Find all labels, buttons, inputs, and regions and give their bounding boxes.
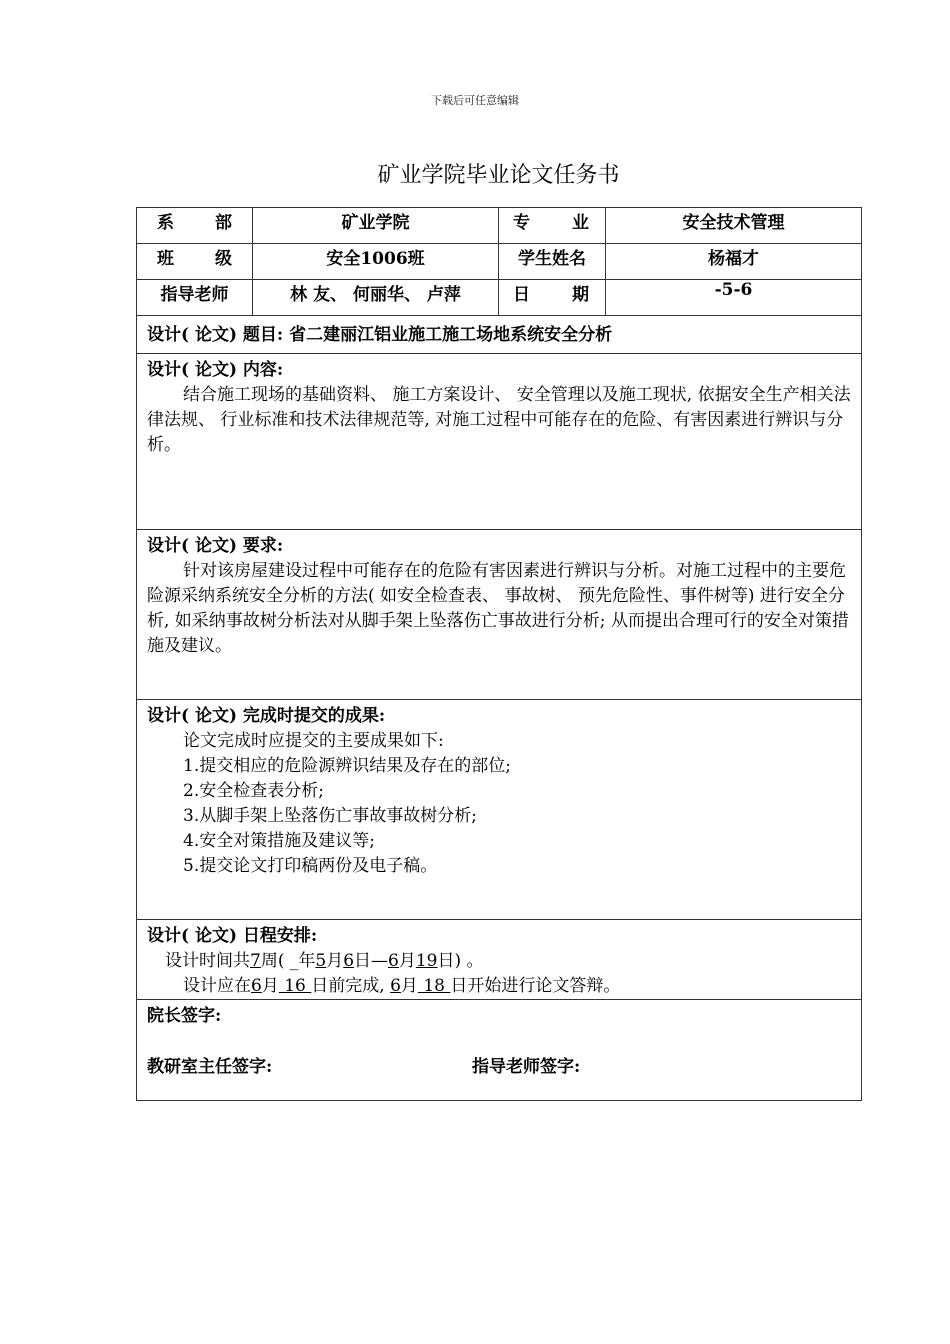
student-value: 杨福才 [606, 244, 862, 280]
deliverables-heading: 设计( 论文) 完成时提交的成果: [147, 706, 386, 726]
class-label: 班 级 [137, 244, 253, 280]
row-class [137, 244, 862, 280]
dept-label: 系 部 [137, 208, 253, 244]
schedule-line-2: 设计应在6月 16 日前完成, 6月 18 日开始进行论文答辩。 [183, 976, 621, 996]
row-deliverables [137, 700, 862, 920]
page-title: 矿业学院毕业论文任务书 [377, 163, 620, 188]
topic-text: 设计( 论文) 题目: 省二建丽江铝业施工施工场地系统安全分析 [137, 316, 862, 354]
schedule-section [137, 920, 862, 1000]
schedule-line-1: 设计时间共7周( _年5月6日—6月19日) 。 [165, 951, 484, 971]
deliverables-section [137, 700, 862, 920]
deliverable-item: 3.从脚手架上坠落伤亡事故事故树分析; [183, 806, 477, 826]
deliverable-item: 1.提交相应的危险源辨识结果及存在的部位; [183, 756, 511, 776]
content-heading: 设计( 论文) 内容: [147, 360, 284, 380]
major-label: 专 业 [499, 208, 606, 244]
row-content [137, 354, 862, 530]
date-label: 日 期 [499, 280, 606, 316]
major-value: 安全技术管理 [606, 208, 862, 244]
advisor-signature-label: 指导老师签字: [472, 1057, 581, 1077]
deliverable-item: 5.提交论文打印稿两份及电子稿。 [183, 856, 438, 876]
deliverable-item: 2.安全检查表分析; [183, 781, 324, 801]
schedule-heading: 设计( 论文) 日程安排: [147, 926, 318, 946]
requirements-section [137, 530, 862, 700]
deliverable-item: 4.安全对策措施及建议等; [183, 831, 375, 851]
requirements-text: 针对该房屋建设过程中可能存在的危险有害因素进行辨识与分析。对施工过程中的主要危险源采纳系统安全分析的方法( 如安全检查表、 事故树、 预先危险性、事件树等) 进行安全分析, 如采纳事故树分析法对从脚手架上坠落伤亡事故进行分析; 从而提出合理可行的安全对策措施及建议。 [147, 561, 849, 656]
signatures-section [137, 1000, 862, 1101]
class-value: 安全1006班 [253, 244, 499, 280]
header-note: 下载后可任意编辑 [431, 94, 519, 107]
content-section [137, 354, 862, 530]
row-requirements [137, 530, 862, 700]
advisor-label: 指导老师 [137, 280, 253, 316]
signature-row [147, 1055, 853, 1080]
dept-value: 矿业学院 [253, 208, 499, 244]
row-signatures [137, 1000, 862, 1101]
task-form-table [136, 207, 862, 1101]
director-signature-label: 教研室主任签字: [147, 1057, 273, 1077]
requirements-heading: 设计( 论文) 要求: [147, 536, 284, 556]
dean-signature-label: 院长签字: [147, 1006, 222, 1026]
date-value: -5-6 [606, 280, 862, 316]
row-advisor [137, 280, 862, 316]
row-schedule [137, 920, 862, 1000]
row-department [137, 208, 862, 244]
student-label: 学生姓名 [499, 244, 606, 280]
advisor-value: 林 友、 何丽华、 卢萍 [253, 280, 499, 316]
deliverables-intro: 论文完成时应提交的主要成果如下: [183, 731, 444, 751]
content-text: 结合施工现场的基础资料、 施工方案设计、 安全管理以及施工现状, 依据安全生产相关法律法规、 行业标准和技术法律规范等, 对施工过程中可能存在的危险、有害因素进行辨识与分析。 [147, 385, 851, 455]
row-topic [137, 316, 862, 354]
